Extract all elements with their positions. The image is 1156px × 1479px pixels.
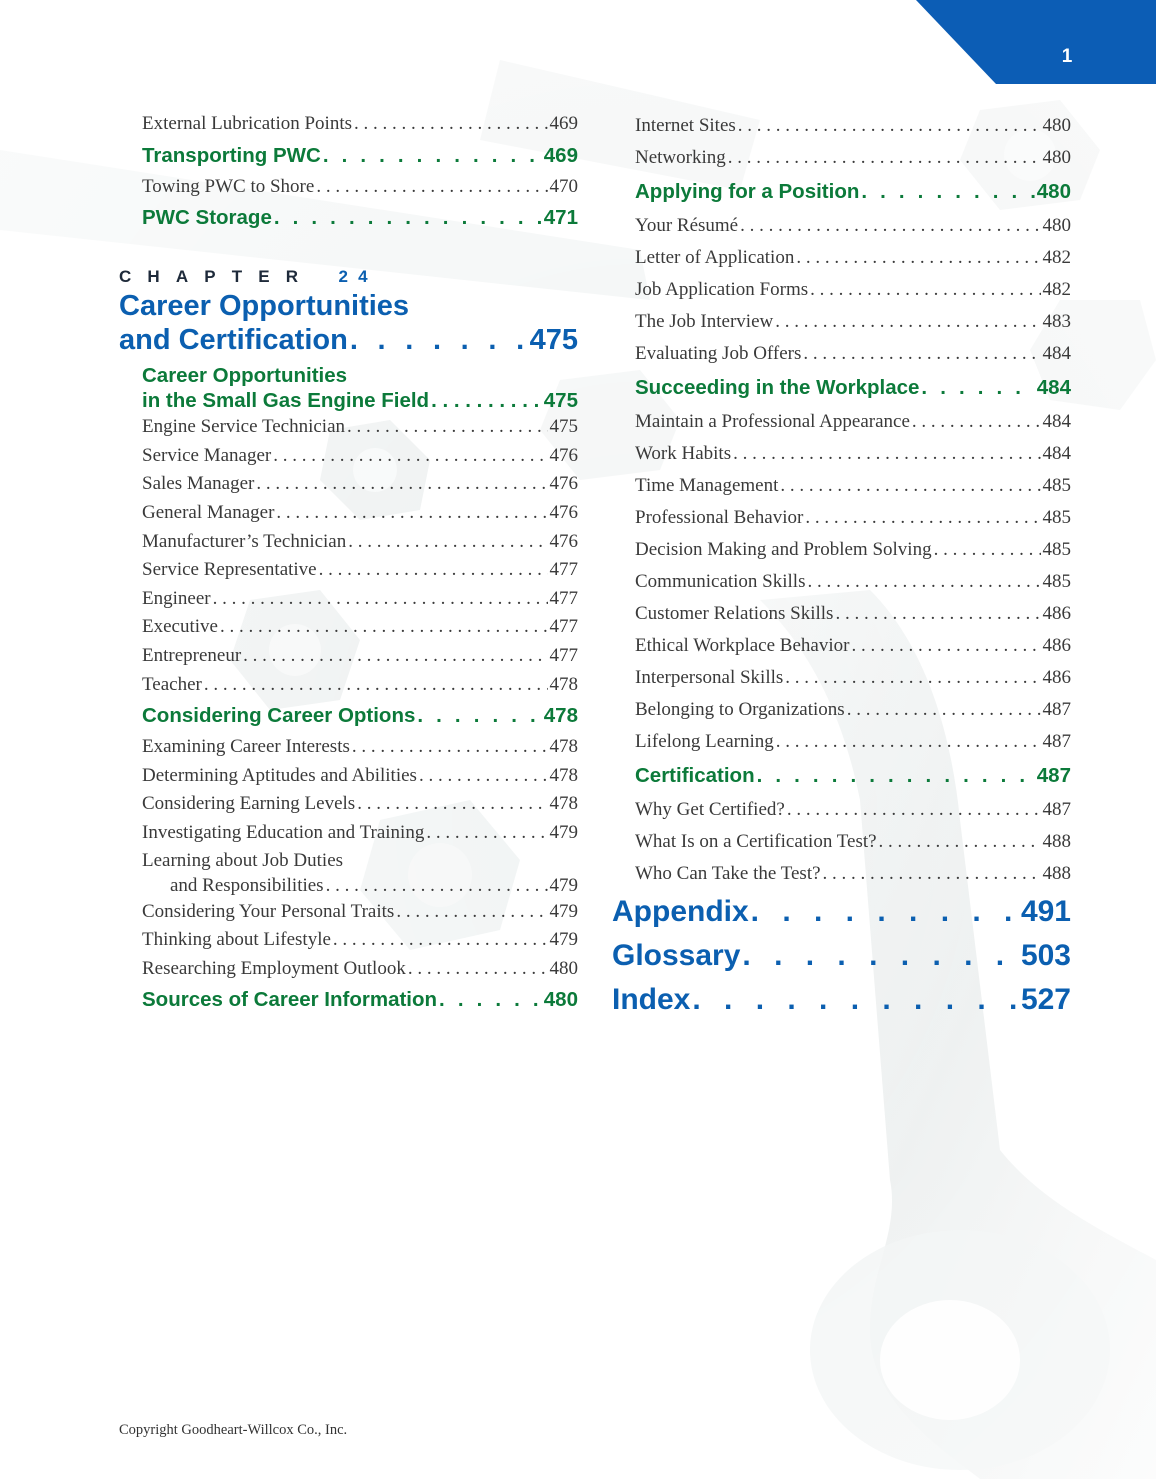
toc-major-entry-glossary[interactable]	[612, 934, 1071, 978]
toc-entry-title: What Is on a Certification Test?	[635, 831, 877, 852]
toc-entry-title: Researching Employment Outlook	[142, 957, 406, 979]
dot-leader	[256, 470, 547, 499]
dot-leader	[273, 442, 547, 471]
dot-leader	[780, 470, 1040, 502]
toc-entry-page: 470	[549, 175, 578, 197]
page-number: 1	[1061, 46, 1073, 67]
toc-entry-page: 476	[549, 501, 578, 523]
toc-entry-title: Evaluating Job Offers	[635, 343, 802, 364]
dot-leader	[319, 556, 548, 585]
toc-entry-page: 486	[1042, 603, 1071, 624]
dot-leader	[396, 898, 547, 927]
toc-entry[interactable]	[119, 528, 578, 557]
toc-entry-page: 484	[1042, 411, 1071, 432]
toc-entry-title: External Lubrication Points	[142, 113, 353, 134]
toc-entry[interactable]	[612, 470, 1071, 502]
toc-entry[interactable]	[612, 858, 1071, 890]
chapter-label	[119, 265, 578, 289]
dot-leader	[807, 566, 1040, 598]
dot-leader	[408, 955, 548, 984]
major-entry-page: 503	[1020, 939, 1071, 972]
dot-leader	[357, 790, 547, 819]
toc-entry-page: 486	[1042, 635, 1071, 656]
dot-leader	[354, 110, 547, 139]
toc-entry-title: Manufacturer’s Technician	[142, 530, 347, 552]
toc-section[interactable]	[612, 370, 1071, 406]
toc-entry[interactable]	[119, 955, 578, 984]
toc-entry[interactable]	[612, 242, 1071, 274]
toc-entry-list	[119, 733, 578, 847]
dot-leader	[333, 926, 548, 955]
toc-entry-page: 487	[1042, 799, 1071, 820]
toc-section[interactable]	[119, 139, 578, 173]
toc-entry-page: 476	[549, 473, 578, 495]
toc-entry-page: 480	[1042, 215, 1071, 236]
toc-entry-title: Considering Your Personal Traits	[142, 900, 395, 922]
dot-leader	[738, 110, 1041, 142]
toc-entry-title: Investigating Education and Training	[142, 821, 425, 843]
chapter-title-line2: and Certification	[119, 324, 348, 357]
toc-entry-title: Maintain a Professional Appearance	[635, 411, 910, 432]
dot-leader	[728, 142, 1041, 174]
toc-entry-title: Considering Earning Levels	[142, 793, 356, 815]
toc-entry[interactable]	[612, 274, 1071, 306]
dot-leader	[326, 873, 548, 898]
dot-leader	[785, 662, 1040, 694]
toc-entry[interactable]	[612, 306, 1071, 338]
dot-leader	[417, 699, 541, 733]
toc-entry-title: Time Management	[635, 475, 779, 496]
toc-entry-list	[119, 413, 578, 699]
toc-entry[interactable]	[612, 598, 1071, 630]
toc-entry-page: 477	[549, 587, 578, 609]
toc-entry-title-line1: Learning about Job Duties	[142, 849, 344, 871]
toc-entry-title: Communication Skills	[635, 571, 806, 592]
dot-leader	[276, 499, 547, 528]
toc-entry-page: 478	[549, 764, 578, 786]
toc-entry[interactable]	[612, 534, 1071, 566]
toc-entry-page: 482	[1042, 247, 1071, 268]
toc-section[interactable]	[119, 201, 578, 235]
toc-entry[interactable]	[612, 794, 1071, 826]
dot-leader	[851, 630, 1040, 662]
toc-entry-page: 478	[549, 793, 578, 815]
toc-section-page: 487	[1036, 764, 1071, 787]
toc-entry-page: 485	[1042, 475, 1071, 496]
toc-entry-title: Determining Aptitudes and Abilities	[142, 764, 417, 786]
toc-entry-page: 483	[1042, 311, 1071, 332]
toc-entry[interactable]	[119, 733, 578, 762]
toc-entry-title: Service Representative	[142, 559, 317, 581]
toc-section-title-line2: in the Small Gas Engine Field	[142, 389, 430, 413]
toc-entry-title: Work Habits	[635, 443, 732, 464]
toc-entry[interactable]	[119, 585, 578, 614]
toc-entry-page: 475	[549, 416, 578, 438]
toc-entry-title: Letter of Application	[635, 247, 795, 268]
toc-major-entry-index[interactable]	[612, 978, 1071, 1022]
toc-entry-page: 479	[549, 821, 578, 843]
toc-entry[interactable]	[612, 662, 1071, 694]
toc-entry-page: 479	[549, 900, 578, 922]
toc-entry[interactable]	[119, 556, 578, 585]
dot-leader	[439, 983, 542, 1017]
toc-section-title: Considering Career Options	[142, 704, 416, 728]
dot-leader	[323, 139, 542, 173]
toc-section[interactable]	[119, 363, 578, 413]
dot-leader	[419, 762, 548, 791]
dot-leader	[823, 858, 1041, 890]
toc-left-column	[119, 110, 578, 1017]
toc-entry[interactable]	[119, 613, 578, 642]
toc-entry-page: 487	[1042, 699, 1071, 720]
major-entry-title: Appendix	[612, 895, 749, 928]
toc-entry-title: Job Application Forms	[635, 279, 809, 300]
toc-entry[interactable]	[119, 470, 578, 499]
dot-leader	[803, 338, 1040, 370]
dot-leader	[316, 173, 547, 202]
toc-entry-title: Towing PWC to Shore	[142, 175, 315, 197]
toc-entry-title: Belonging to Organizations	[635, 699, 845, 720]
dot-leader	[757, 758, 1035, 794]
toc-entry-page: 478	[549, 736, 578, 758]
toc-entry-page: 484	[1042, 343, 1071, 364]
toc-entry-title: Engineer	[142, 587, 211, 609]
dot-leader	[213, 585, 548, 614]
dot-leader	[740, 210, 1040, 242]
toc-entry-page: 480	[1042, 147, 1071, 168]
dot-leader	[352, 733, 548, 762]
toc-section-title-line1: Career Opportunities	[142, 364, 348, 388]
toc-entry[interactable]	[612, 502, 1071, 534]
dot-leader	[220, 613, 548, 642]
toc-entry[interactable]	[119, 413, 578, 442]
toc-entry-title: Professional Behavior	[635, 507, 804, 528]
major-entry-title: Glossary	[612, 939, 741, 972]
toc-section-page: 480	[1036, 180, 1071, 203]
toc-section-page: 475	[543, 389, 578, 413]
toc-entry-page: 486	[1042, 667, 1071, 688]
dot-leader	[879, 826, 1041, 858]
toc-entry[interactable]	[119, 926, 578, 955]
toc-entry[interactable]	[119, 110, 578, 139]
toc-entry[interactable]	[119, 642, 578, 671]
toc-entry-title: Why Get Certified?	[635, 799, 785, 820]
toc-entry[interactable]	[119, 671, 578, 700]
toc-entry-title: Ethical Workplace Behavior	[635, 635, 850, 656]
toc-entry[interactable]	[612, 630, 1071, 662]
toc-entry[interactable]	[119, 762, 578, 791]
toc-section-page: 478	[543, 704, 578, 728]
chapter-number: 24	[338, 267, 378, 287]
toc-entry[interactable]	[612, 566, 1071, 598]
toc-section-page: 480	[543, 988, 578, 1012]
toc-entry-page: 485	[1042, 539, 1071, 560]
toc-entry[interactable]	[612, 406, 1071, 438]
toc-entry-page: 488	[1042, 863, 1071, 884]
toc-major-entry-appendix[interactable]	[612, 890, 1071, 934]
toc-entry-title: The Job Interview	[635, 311, 774, 332]
toc-entry-page: 476	[549, 530, 578, 552]
toc-entry-page: 479	[549, 929, 578, 951]
toc-entry[interactable]	[612, 110, 1071, 142]
toc-entry-title: Sales Manager	[142, 473, 255, 495]
toc-entry-list	[119, 898, 578, 984]
toc-entry-title: Lifelong Learning	[635, 731, 774, 752]
toc-entry-title: Your Résumé	[635, 215, 739, 236]
dot-leader	[348, 528, 547, 557]
toc-section-title: Succeeding in the Workplace	[635, 376, 920, 399]
toc-entry-page: 469	[549, 113, 578, 134]
dot-leader	[204, 671, 548, 700]
toc-entry-page: 482	[1042, 279, 1071, 300]
dot-leader	[751, 890, 1019, 934]
toc-section-page: 469	[543, 143, 578, 167]
toc-entry-title: Thinking about Lifestyle	[142, 929, 331, 951]
toc-section-title: Sources of Career Information	[142, 988, 438, 1012]
toc-entry-title: Examining Career Interests	[142, 736, 350, 758]
toc-entry-page: 488	[1042, 831, 1071, 852]
dot-leader	[810, 274, 1040, 306]
toc-entry-page: 484	[1042, 443, 1071, 464]
toc-entry-title: Customer Relations Skills	[635, 603, 834, 624]
dot-leader	[921, 370, 1034, 406]
dot-leader	[426, 819, 547, 848]
toc-section-page: 471	[543, 206, 578, 230]
toc-entry-title: Entrepreneur	[142, 644, 242, 666]
dot-leader	[912, 406, 1041, 438]
toc-entry-page: 478	[549, 673, 578, 695]
toc-entry-page: 477	[549, 559, 578, 581]
major-entry-title: Index	[612, 983, 691, 1016]
copyright-footer: Copyright Goodheart-Willcox Co., Inc.	[119, 1422, 348, 1438]
dot-leader	[742, 934, 1019, 978]
toc-entry[interactable]	[612, 694, 1071, 726]
dot-leader	[431, 388, 542, 413]
dot-leader	[861, 174, 1034, 210]
toc-entry-page: 485	[1042, 507, 1071, 528]
toc-section-title: Applying for a Position	[635, 180, 860, 203]
toc-entry[interactable]	[612, 338, 1071, 370]
toc-entry-wrapped[interactable]	[119, 848, 578, 898]
toc-entry[interactable]	[612, 142, 1071, 174]
dot-leader	[347, 413, 547, 442]
dot-leader	[796, 242, 1040, 274]
toc-section-title: Certification	[635, 764, 755, 787]
toc-entry-page: 480	[1042, 115, 1071, 136]
dot-leader	[733, 438, 1040, 470]
toc-entry-title: Service Manager	[142, 444, 272, 466]
page-corner-tab	[916, 0, 1156, 84]
toc-entry[interactable]	[119, 173, 578, 202]
dot-leader	[243, 642, 547, 671]
toc-entry[interactable]	[119, 898, 578, 927]
toc-section-title: Transporting PWC	[142, 143, 321, 167]
toc-entry-title: General Manager	[142, 501, 275, 523]
toc-section-title: PWC Storage	[142, 206, 272, 230]
toc-entry-title: Teacher	[142, 673, 202, 695]
dot-leader	[934, 534, 1041, 566]
toc-entry-page: 477	[549, 616, 578, 638]
toc-entry-title: Decision Making and Problem Solving	[635, 539, 932, 560]
toc-entry-page: 477	[549, 644, 578, 666]
toc-entry[interactable]	[612, 438, 1071, 470]
dot-leader	[805, 502, 1040, 534]
toc-entry-title: Executive	[142, 616, 218, 638]
chapter-title[interactable]	[119, 289, 578, 357]
chapter-title-line1: Career Opportunities	[119, 290, 410, 323]
dot-leader	[787, 794, 1041, 826]
toc-entry-page: 476	[549, 444, 578, 466]
dot-leader	[776, 726, 1041, 758]
dot-leader	[274, 201, 542, 235]
toc-entry-title: Who Can Take the Test?	[635, 863, 821, 884]
dot-leader	[350, 323, 528, 357]
chapter-word: CHAPTER	[119, 267, 315, 287]
toc-entry-page: 480	[549, 957, 578, 979]
dot-leader	[835, 598, 1040, 630]
dot-leader	[692, 978, 1019, 1022]
toc-section[interactable]	[612, 758, 1071, 794]
major-entry-page: 527	[1020, 983, 1071, 1016]
dot-leader	[775, 306, 1040, 338]
toc-entry[interactable]	[119, 819, 578, 848]
toc-entry[interactable]	[119, 442, 578, 471]
chapter-page: 475	[529, 324, 578, 357]
toc-entry[interactable]	[119, 790, 578, 819]
toc-entry[interactable]	[119, 499, 578, 528]
toc-entry-page: 479	[549, 874, 578, 896]
toc-entry-title: Engine Service Technician	[142, 416, 346, 438]
major-entry-page: 491	[1020, 895, 1071, 928]
toc-right-column	[612, 110, 1071, 1022]
toc-entry[interactable]	[612, 726, 1071, 758]
toc-section[interactable]	[119, 983, 578, 1017]
toc-entry[interactable]	[612, 210, 1071, 242]
toc-section[interactable]	[612, 174, 1071, 210]
toc-section[interactable]	[119, 699, 578, 733]
toc-entry-title: Networking	[635, 147, 726, 168]
toc-entry-title: Interpersonal Skills	[635, 667, 784, 688]
toc-entry-title: Internet Sites	[635, 115, 736, 136]
toc-section-page: 484	[1036, 376, 1071, 399]
toc-entry-page: 485	[1042, 571, 1071, 592]
toc-entry[interactable]	[612, 826, 1071, 858]
toc-entry-page: 487	[1042, 731, 1071, 752]
toc-entry-title-line2: and Responsibilities	[170, 874, 324, 896]
dot-leader	[847, 694, 1041, 726]
